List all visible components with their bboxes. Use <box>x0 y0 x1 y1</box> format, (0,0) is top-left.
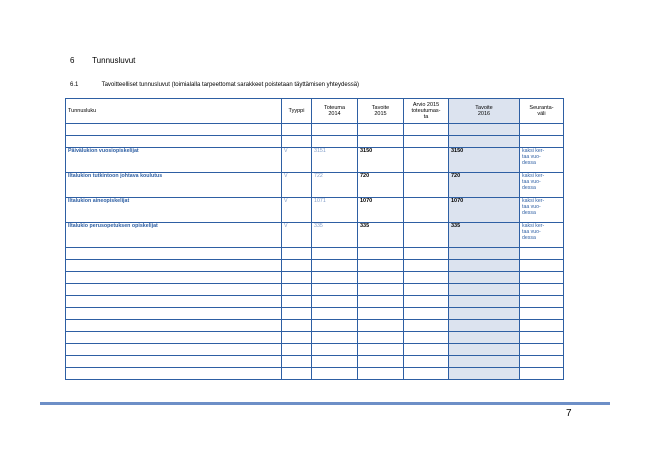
empty-cell <box>312 320 358 332</box>
empty-cell <box>282 332 312 344</box>
empty-cell <box>358 272 404 284</box>
empty-cell <box>449 136 520 148</box>
empty-cell <box>282 356 312 368</box>
col-header-target-2016: Tavoite 2016 <box>449 99 520 124</box>
actual-2014-cell: 3151 <box>312 148 358 173</box>
empty-cell <box>282 296 312 308</box>
empty-cell <box>282 136 312 148</box>
empty-cell <box>358 136 404 148</box>
empty-cell <box>312 308 358 320</box>
col-header-interval: Seuranta- väli <box>520 99 564 124</box>
empty-cell <box>282 320 312 332</box>
target-2015-cell: 335 <box>358 223 404 248</box>
empty-cell <box>404 356 449 368</box>
empty-cell <box>449 368 520 380</box>
empty-cell <box>282 284 312 296</box>
interval-cell: kaksi ker- taa vuo- dessa <box>520 173 564 198</box>
empty-cell <box>520 308 564 320</box>
type-cell: V <box>282 148 312 173</box>
subsection-heading <box>70 82 359 88</box>
empty-cell <box>312 284 358 296</box>
type-cell: V <box>282 223 312 248</box>
indicator-cell: Iltalukion tutkintoon johtava koulutus <box>66 173 282 198</box>
empty-cell <box>66 320 282 332</box>
empty-cell <box>282 260 312 272</box>
empty-cell <box>66 356 282 368</box>
empty-cell <box>66 136 282 148</box>
estimate-2015-cell <box>404 148 449 173</box>
empty-cell <box>358 320 404 332</box>
empty-cell <box>312 332 358 344</box>
actual-2014-cell: 1071 <box>312 198 358 223</box>
empty-cell <box>520 136 564 148</box>
table-row-empty <box>66 320 564 332</box>
empty-cell <box>404 344 449 356</box>
empty-cell <box>358 260 404 272</box>
table-row-empty <box>66 272 564 284</box>
empty-cell <box>358 308 404 320</box>
target-2016-cell: 335 <box>449 223 520 248</box>
empty-cell <box>66 308 282 320</box>
estimate-2015-cell <box>404 223 449 248</box>
empty-cell <box>66 284 282 296</box>
empty-cell <box>449 320 520 332</box>
empty-cell <box>449 296 520 308</box>
empty-cell <box>520 248 564 260</box>
empty-cell <box>312 136 358 148</box>
target-2016-cell: 1070 <box>449 198 520 223</box>
target-2015-cell: 3150 <box>358 148 404 173</box>
col-header-target-2015: Tavoite 2015 <box>358 99 404 124</box>
page-number: 7 <box>566 408 572 419</box>
empty-cell <box>449 308 520 320</box>
empty-cell <box>520 284 564 296</box>
footer-rule <box>40 402 610 405</box>
col-header-indicator: Tunnusluku <box>66 99 282 124</box>
empty-cell <box>520 344 564 356</box>
empty-cell <box>358 248 404 260</box>
empty-cell <box>312 296 358 308</box>
empty-cell <box>66 248 282 260</box>
empty-cell <box>520 368 564 380</box>
indicator-cell: Iltalukion aineopiskelijat <box>66 198 282 223</box>
empty-cell <box>449 284 520 296</box>
empty-cell <box>358 356 404 368</box>
empty-cell <box>449 248 520 260</box>
empty-cell <box>312 248 358 260</box>
empty-cell <box>66 260 282 272</box>
type-cell: V <box>282 198 312 223</box>
subsection-number: 6.1 <box>70 82 79 88</box>
table-header-row <box>66 99 564 124</box>
empty-cell <box>312 272 358 284</box>
indicator-cell: Iltalukio perusopetuksen opiskelijat <box>66 223 282 248</box>
target-2016-cell: 3150 <box>449 148 520 173</box>
empty-cell <box>404 332 449 344</box>
empty-cell <box>66 296 282 308</box>
table-row-empty <box>66 296 564 308</box>
table-row-empty <box>66 248 564 260</box>
table-row-empty <box>66 124 564 136</box>
actual-2014-cell: 335 <box>312 223 358 248</box>
empty-cell <box>66 344 282 356</box>
table-row <box>66 173 564 198</box>
estimate-2015-cell <box>404 173 449 198</box>
table-row-empty <box>66 136 564 148</box>
table-row <box>66 198 564 223</box>
interval-cell: kaksi ker- taa vuo- dessa <box>520 223 564 248</box>
empty-cell <box>66 368 282 380</box>
empty-cell <box>282 272 312 284</box>
empty-cell <box>449 272 520 284</box>
empty-cell <box>358 344 404 356</box>
empty-cell <box>358 296 404 308</box>
actual-2014-cell: 722 <box>312 173 358 198</box>
table-row-empty <box>66 368 564 380</box>
empty-cell <box>404 260 449 272</box>
empty-cell <box>449 344 520 356</box>
section-title: Tunnusluvut <box>92 56 136 65</box>
empty-cell <box>358 332 404 344</box>
empty-cell <box>404 272 449 284</box>
indicator-cell: Päivälukion vuosiopiskelijat <box>66 148 282 173</box>
type-cell: V <box>282 173 312 198</box>
table-row-empty <box>66 356 564 368</box>
empty-cell <box>449 260 520 272</box>
target-2015-cell: 720 <box>358 173 404 198</box>
empty-cell <box>520 320 564 332</box>
empty-cell <box>282 344 312 356</box>
empty-cell <box>404 368 449 380</box>
section-number: 6 <box>70 56 75 65</box>
empty-cell <box>66 332 282 344</box>
empty-cell <box>520 260 564 272</box>
empty-cell <box>520 272 564 284</box>
empty-cell <box>520 124 564 136</box>
empty-cell <box>312 124 358 136</box>
empty-cell <box>282 248 312 260</box>
empty-cell <box>282 124 312 136</box>
section-heading <box>70 56 135 65</box>
interval-cell: kaksi ker- taa vuo- dessa <box>520 148 564 173</box>
empty-cell <box>66 124 282 136</box>
empty-cell <box>404 136 449 148</box>
target-2016-cell: 720 <box>449 173 520 198</box>
empty-cell <box>404 248 449 260</box>
table-row <box>66 223 564 248</box>
empty-cell <box>66 272 282 284</box>
col-header-type: Tyyppi <box>282 99 312 124</box>
empty-cell <box>520 356 564 368</box>
empty-cell <box>358 368 404 380</box>
col-header-actual-2014: Toteuma 2014 <box>312 99 358 124</box>
table-row-empty <box>66 344 564 356</box>
table-row-empty <box>66 284 564 296</box>
empty-cell <box>404 308 449 320</box>
empty-cell <box>449 356 520 368</box>
indicators-table <box>65 98 564 380</box>
empty-cell <box>520 332 564 344</box>
interval-cell: kaksi ker- taa vuo- dessa <box>520 198 564 223</box>
table-row <box>66 148 564 173</box>
empty-cell <box>312 356 358 368</box>
empty-cell <box>404 124 449 136</box>
empty-cell <box>404 296 449 308</box>
empty-cell <box>404 320 449 332</box>
table-row-empty <box>66 260 564 272</box>
table-row-empty <box>66 332 564 344</box>
empty-cell <box>358 284 404 296</box>
col-header-estimate-2015: Arvio 2015 toteutumas- ta <box>404 99 449 124</box>
empty-cell <box>449 124 520 136</box>
target-2015-cell: 1070 <box>358 198 404 223</box>
empty-cell <box>449 332 520 344</box>
empty-cell <box>312 368 358 380</box>
estimate-2015-cell <box>404 198 449 223</box>
subsection-title: Tavoitteelliset tunnusluvut (toimialalla tarpeettomat sarakkeet poistetaan täyttämisen yhteydessä) <box>101 82 360 88</box>
empty-cell <box>520 296 564 308</box>
empty-cell <box>312 344 358 356</box>
empty-cell <box>358 124 404 136</box>
empty-cell <box>282 368 312 380</box>
empty-cell <box>282 308 312 320</box>
table-row-empty <box>66 308 564 320</box>
empty-cell <box>404 284 449 296</box>
empty-cell <box>312 260 358 272</box>
